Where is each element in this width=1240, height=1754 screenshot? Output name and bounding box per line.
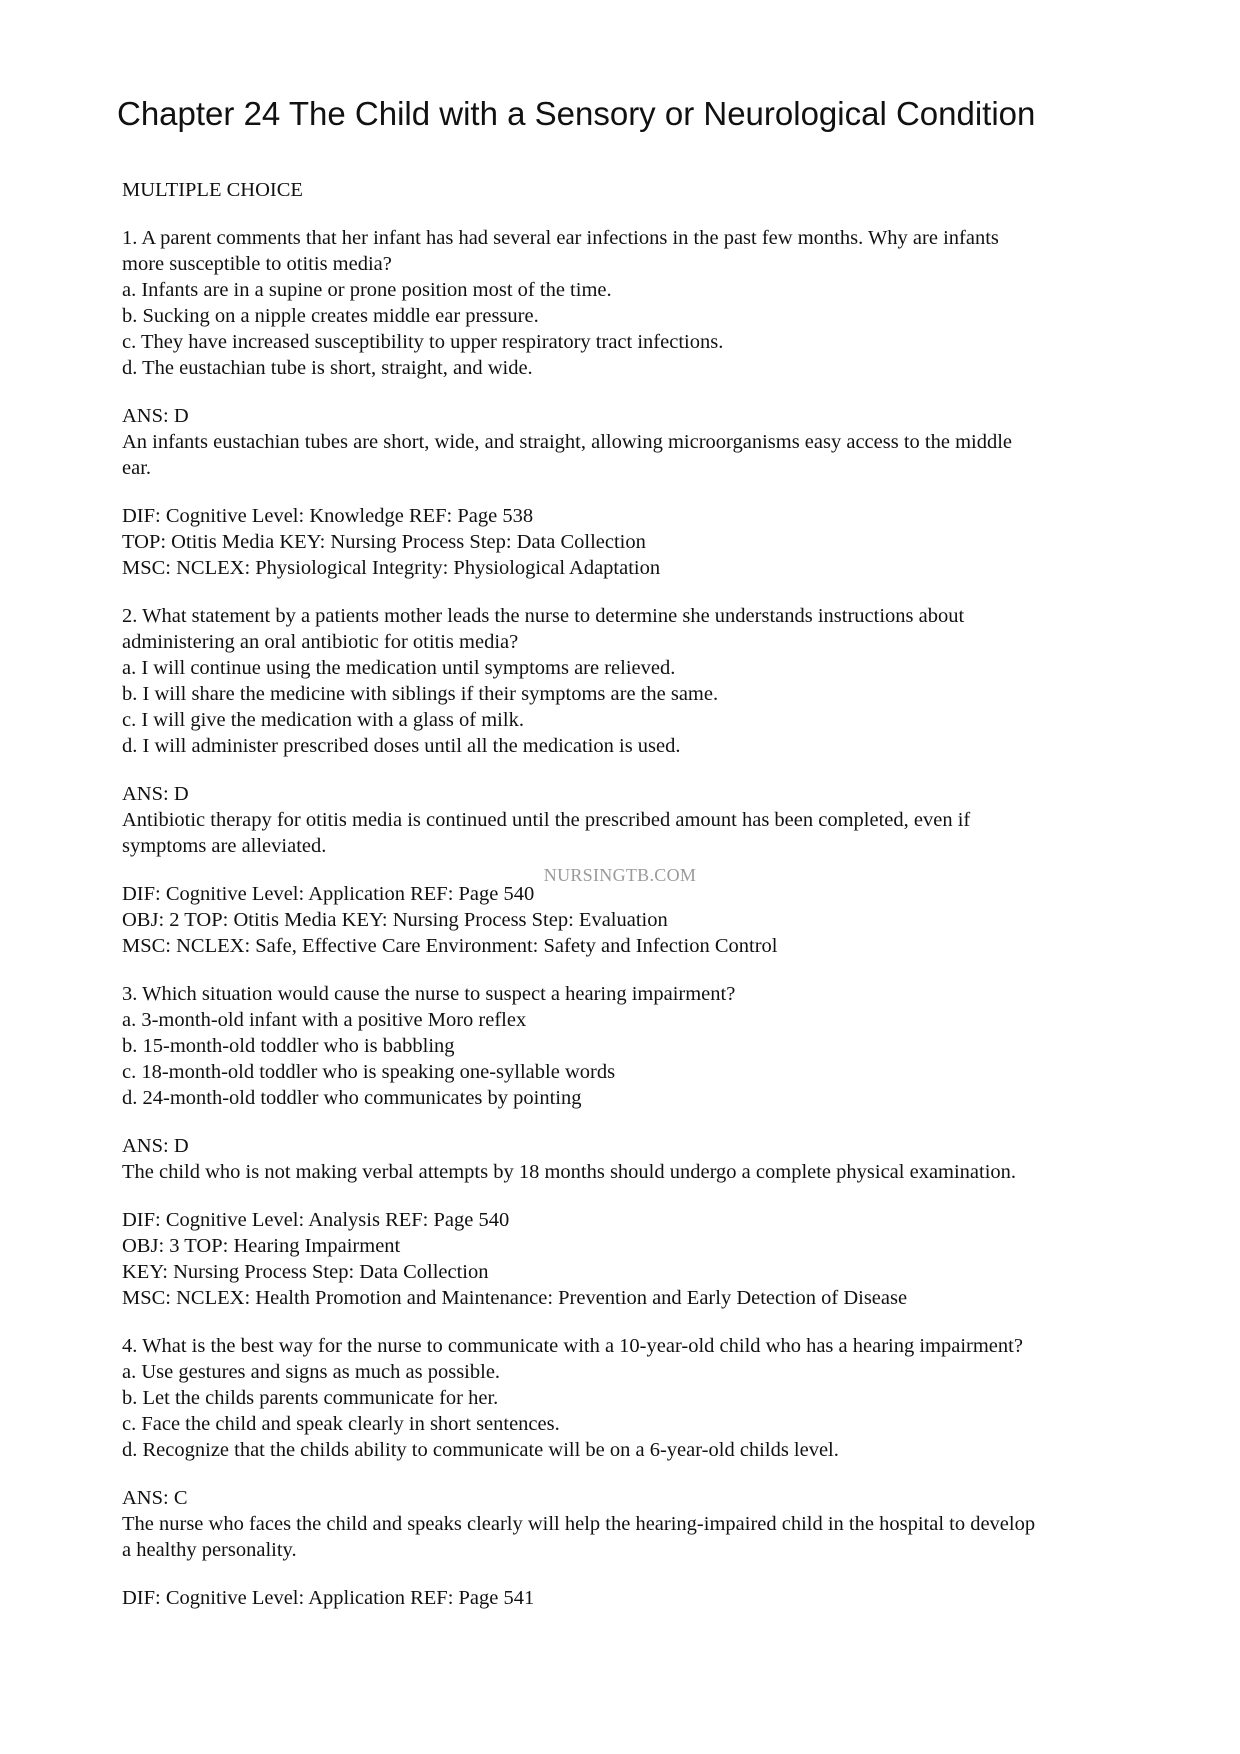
question-meta: DIF: Cognitive Level: Application REF: Page 541: [122, 1587, 535, 1609]
answer-option-a: a. I will continue using the medication until symptoms are relieved.: [122, 657, 676, 679]
chapter-title: Chapter 24 The Child with a Sensory or Neurological Condition: [117, 95, 1036, 132]
answer-key: ANS: D: [122, 1135, 189, 1157]
answer-option-a: a. 3-month-old infant with a positive Moro reflex: [122, 1009, 527, 1031]
document-body: [122, 177, 1132, 1611]
question-stem: 1. A parent comments that her infant has had several ear infections in the past few months. Why are infants: [122, 227, 999, 249]
rationale: a healthy personality.: [122, 1539, 297, 1561]
question-2: [122, 603, 1132, 959]
answer-option-c: c. I will give the medication with a glass of milk.: [122, 709, 524, 731]
answer-key: ANS: C: [122, 1487, 188, 1509]
question-stem: 3. Which situation would cause the nurse to suspect a hearing impairment?: [122, 983, 736, 1005]
answer-option-b: b. Let the childs parents communicate for her.: [122, 1387, 499, 1409]
answer-option-d: d. Recognize that the childs ability to communicate will be on a 6-year-old childs level.: [122, 1439, 839, 1461]
question-meta: TOP: Otitis Media KEY: Nursing Process Step: Data Collection: [122, 531, 646, 553]
rationale: symptoms are alleviated.: [122, 835, 327, 857]
answer-option-d: d. 24-month-old toddler who communicates by pointing: [122, 1087, 582, 1109]
answer-option-c: c. Face the child and speak clearly in short sentences.: [122, 1413, 560, 1435]
question-3: [122, 981, 1132, 1311]
question-stem: administering an oral antibiotic for otitis media?: [122, 631, 519, 653]
answer-option-a: a. Use gestures and signs as much as possible.: [122, 1361, 501, 1383]
answer-option-b: b. I will share the medicine with siblings if their symptoms are the same.: [122, 683, 719, 705]
question-meta: KEY: Nursing Process Step: Data Collection: [122, 1261, 489, 1283]
question-meta: DIF: Cognitive Level: Analysis REF: Page 540: [122, 1209, 510, 1231]
answer-key: ANS: D: [122, 405, 189, 427]
answer-option-d: d. The eustachian tube is short, straight, and wide.: [122, 357, 533, 379]
rationale: ear.: [122, 457, 152, 479]
section-heading: MULTIPLE CHOICE: [122, 179, 303, 201]
question-meta: OBJ: 2 TOP: Otitis Media KEY: Nursing Process Step: Evaluation: [122, 909, 668, 931]
question-meta: DIF: Cognitive Level: Knowledge REF: Page 538: [122, 505, 534, 527]
answer-key: ANS: D: [122, 783, 189, 805]
question-meta: MSC: NCLEX: Health Promotion and Maintenance: Prevention and Early Detection of Disease: [122, 1287, 908, 1309]
answer-option-b: b. 15-month-old toddler who is babbling: [122, 1035, 455, 1057]
answer-option-a: a. Infants are in a supine or prone position most of the time.: [122, 279, 612, 301]
question-stem: 4. What is the best way for the nurse to communicate with a 10-year-old child who has a hearing impairment?: [122, 1335, 1023, 1357]
rationale: The nurse who faces the child and speaks clearly will help the hearing-impaired child in the hospital to develop: [122, 1513, 1036, 1535]
answer-option-c: c. 18-month-old toddler who is speaking one-syllable words: [122, 1061, 616, 1083]
question-meta: DIF: Cognitive Level: Application REF: Page 540: [122, 883, 535, 905]
question-1: [122, 225, 1132, 581]
question-stem: 2. What statement by a patients mother leads the nurse to determine she understands instructions about: [122, 605, 965, 627]
rationale: Antibiotic therapy for otitis media is continued until the prescribed amount has been completed, even if: [122, 809, 971, 831]
question-4: [122, 1333, 1132, 1611]
rationale: The child who is not making verbal attempts by 18 months should undergo a complete physical examination.: [122, 1161, 1017, 1183]
answer-option-d: d. I will administer prescribed doses until all the medication is used.: [122, 735, 681, 757]
question-stem: more susceptible to otitis media?: [122, 253, 392, 275]
watermark: NURSINGTB.COM: [543, 865, 697, 885]
question-meta: OBJ: 3 TOP: Hearing Impairment: [122, 1235, 401, 1257]
answer-option-b: b. Sucking on a nipple creates middle ear pressure.: [122, 305, 539, 327]
question-meta: MSC: NCLEX: Safe, Effective Care Environment: Safety and Infection Control: [122, 935, 778, 957]
rationale: An infants eustachian tubes are short, wide, and straight, allowing microorganisms easy access to the middle: [122, 431, 1013, 453]
answer-option-c: c. They have increased susceptibility to upper respiratory tract infections.: [122, 331, 724, 353]
question-meta: MSC: NCLEX: Physiological Integrity: Physiological Adaptation: [122, 557, 661, 579]
